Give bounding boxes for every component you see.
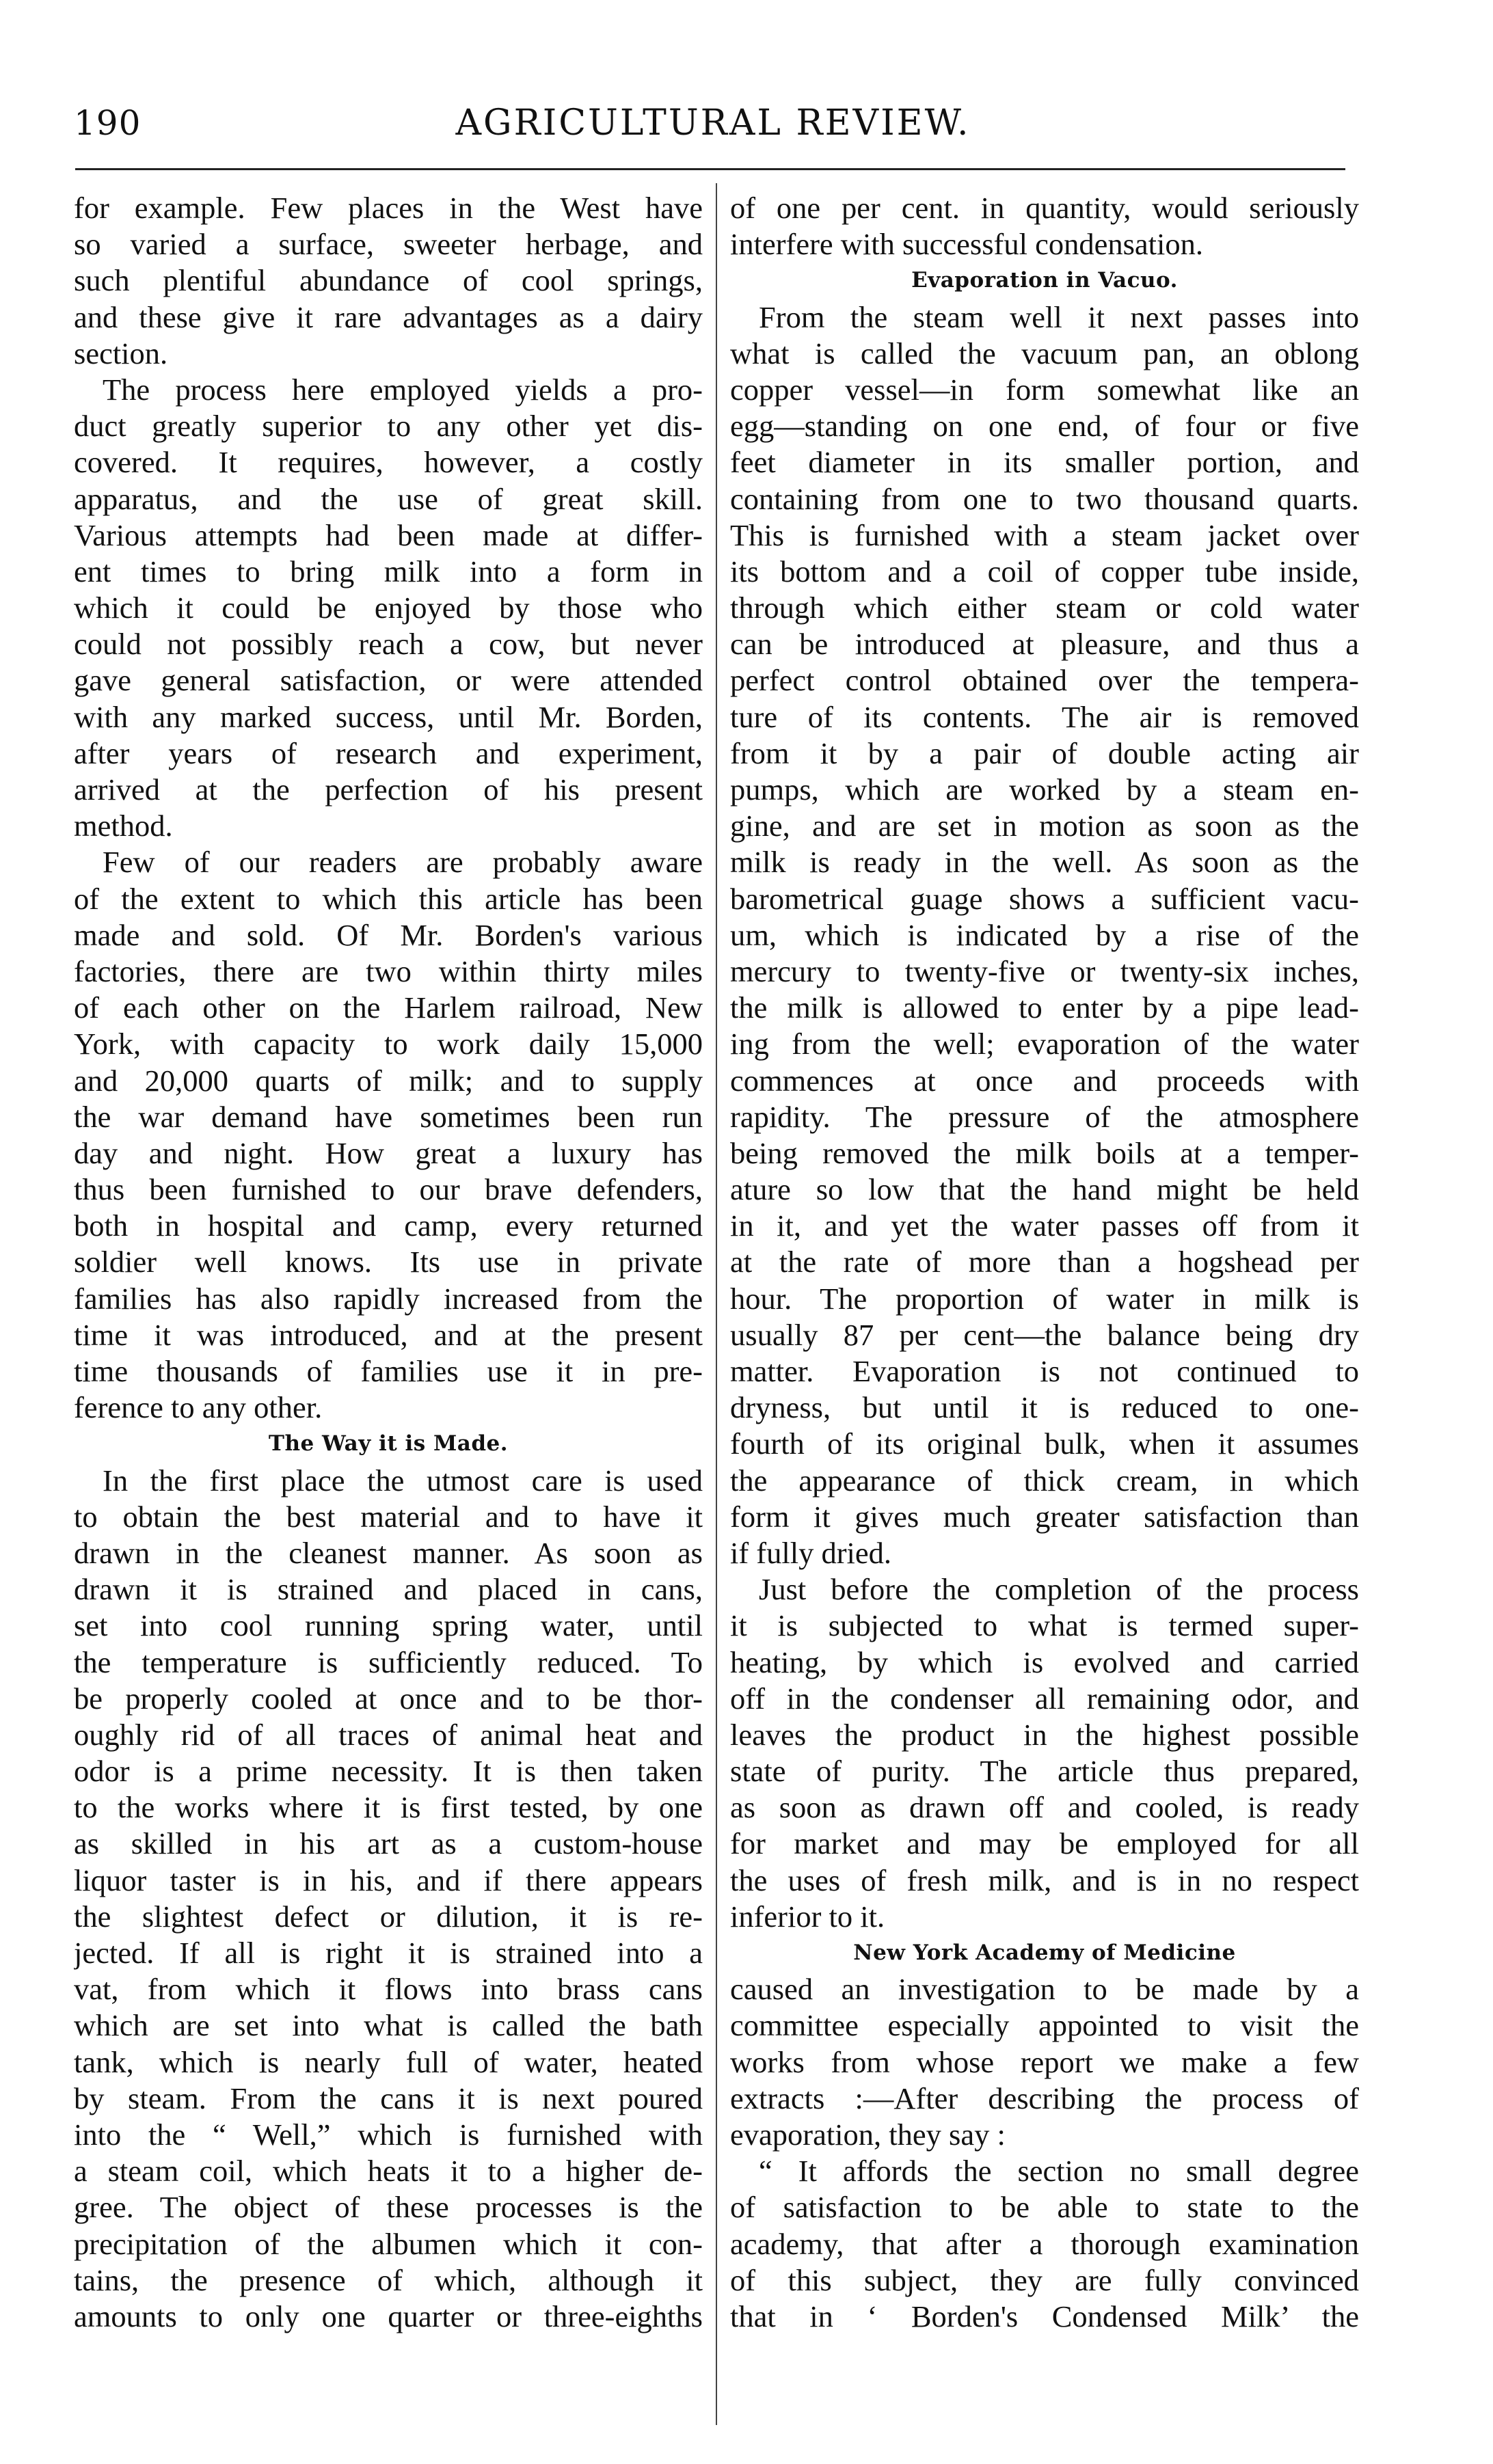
text-line: gave general satisfaction, or were attended (74, 663, 703, 698)
text-line: families has also rapidly increased from the (74, 1281, 703, 1316)
text-line: such plentiful abundance of cool springs, (74, 263, 703, 298)
text-line: amounts to only one quarter or three-eighths (74, 2299, 703, 2333)
text-line: what is called the vacuum pan, an oblong (730, 336, 1359, 370)
text-line: in it, and yet the water passes off from it (730, 1208, 1359, 1243)
text-line: could not possibly reach a cow, but never (74, 627, 703, 662)
left-column (74, 190, 703, 2335)
text-line: usually 87 per cent—the balance being dry (730, 1317, 1359, 1352)
text-line: rapidity. The pressure of the atmosphere (730, 1099, 1359, 1134)
text-line: and these give it rare advantages as a dairy (74, 299, 703, 334)
text-line: committee especially appointed to visit the (730, 2008, 1359, 2043)
text-line: form it gives much greater satisfaction than (730, 1499, 1359, 1534)
text-line: precipitation of the albumen which it con- (74, 2226, 703, 2261)
text-line: a steam coil, which heats it to a higher de- (74, 2154, 703, 2189)
text-line: In the first place the utmost care is used (103, 1463, 703, 1498)
text-line: works from whose report we make a few (730, 2044, 1359, 2079)
text-line: commences at once and proceeds with (730, 1063, 1359, 1098)
text-line: barometrical guage shows a sufficient vacu- (730, 881, 1359, 916)
text-line: tains, the presence of which, although it (74, 2262, 703, 2297)
text-line: ent times to bring milk into a form in (74, 554, 703, 588)
text-line: drawn in the cleanest manner. As soon as (74, 1535, 703, 1570)
text-line: it is subjected to what is termed super- (730, 1608, 1359, 1643)
text-line: This is furnished with a steam jacket over (730, 517, 1359, 552)
text-line: Just before the completion of the process (759, 1572, 1359, 1607)
text-line: to the works where it is first tested, by one (74, 1790, 703, 1825)
text-line: matter. Evaporation is not continued to (730, 1354, 1359, 1388)
text-line: fourth of its original bulk, when it assumes (730, 1426, 1359, 1461)
text-line: of one per cent. in quantity, would seriously (730, 191, 1359, 225)
text-line: duct greatly superior to any other yet dis- (74, 409, 703, 444)
text-line: made and sold. Of Mr. Borden's various (74, 917, 703, 952)
text-line: the appearance of thick cream, in which (730, 1463, 1359, 1498)
text-line: academy, that after a thorough examination (730, 2226, 1359, 2261)
text-line: ference to any other. (74, 1390, 323, 1425)
text-line: for example. Few places in the West have (74, 191, 703, 225)
text-line: inferior to it. (730, 1899, 885, 1934)
text-line: jected. If all is right it is strained into a (74, 1936, 703, 1970)
text-line: of the extent to which this article has been (74, 881, 703, 916)
text-line: the slightest defect or dilution, it is re- (74, 1899, 703, 1934)
page-number: 190 (74, 103, 142, 143)
text-line: section. (74, 336, 168, 370)
text-line: drawn it is strained and placed in cans, (74, 1572, 703, 1607)
text-line: state of purity. The article thus prepared, (730, 1754, 1359, 1789)
text-line: set into cool running spring water, until (74, 1608, 703, 1643)
text-line: the war demand have sometimes been run (74, 1099, 703, 1134)
text-line: its bottom and a coil of copper tube inside, (730, 554, 1359, 588)
text-line: day and night. How great a luxury has (74, 1135, 703, 1170)
text-line: gree. The object of these processes is the (74, 2190, 703, 2225)
text-line: covered. It requires, however, a costly (74, 445, 703, 480)
text-line: which are set into what is called the bath (74, 2008, 703, 2043)
text-line: as soon as drawn off and cooled, is ready (730, 1790, 1359, 1825)
text-line: egg—standing on one end, of four or five (730, 409, 1359, 444)
column-divider (716, 183, 717, 2425)
text-line: apparatus, and the use of great skill. (74, 481, 703, 516)
text-line: if fully dried. (730, 1535, 892, 1570)
text-line: off in the condenser all remaining odor, and (730, 1681, 1359, 1716)
section-heading: The Way it is Made. (268, 1431, 509, 1457)
text-line: leaves the product in the highest possible (730, 1717, 1359, 1752)
text-line: and 20,000 quarts of milk; and to supply (74, 1063, 703, 1098)
text-line: tank, which is nearly full of water, heated (74, 2044, 703, 2079)
text-line: York, with capacity to work daily 15,000 (74, 1027, 703, 1061)
text-line: from it by a pair of double acting air (730, 735, 1359, 770)
text-line: with any marked success, until Mr. Borden, (74, 699, 703, 734)
text-line: to obtain the best material and to have it (74, 1499, 703, 1534)
text-line: which it could be enjoyed by those who (74, 591, 703, 625)
text-line: at the rate of more than a hogshead per (730, 1245, 1359, 1280)
text-line: through which either steam or cold water (730, 591, 1359, 625)
text-line: Few of our readers are probably aware (103, 845, 703, 880)
text-line: as skilled in his art as a custom-house (74, 1826, 703, 1861)
text-line: gine, and are set in motion as soon as the (730, 809, 1359, 843)
text-line: interfere with successful condensation. (730, 227, 1203, 262)
text-line: the milk is allowed to enter by a pipe lead- (730, 990, 1359, 1025)
text-line: liquor taster is in his, and if there appears (74, 1863, 703, 1897)
text-line: containing from one to two thousand quarts. (730, 481, 1359, 516)
text-line: ature so low that the hand might be held (730, 1172, 1359, 1207)
text-line: so varied a surface, sweeter herbage, and (74, 227, 703, 262)
text-line: From the steam well it next passes into (759, 299, 1359, 334)
running-head (74, 96, 1352, 150)
text-line: soldier well knows. Its use in private (74, 1245, 703, 1280)
text-line: be properly cooled at once and to be thor- (74, 1681, 703, 1716)
text-line: factories, there are two within thirty miles (74, 953, 703, 988)
text-line: feet diameter in its smaller portion, and (730, 445, 1359, 480)
text-line: evaporation, they say : (730, 2117, 1006, 2152)
right-column (730, 190, 1359, 2335)
text-line: for market and may be employed for all (730, 1826, 1359, 1861)
text-line: thus been furnished to our brave defenders, (74, 1172, 703, 1207)
text-line: The process here employed yields a pro- (103, 372, 703, 407)
text-line: after years of research and experiment, (74, 735, 703, 770)
text-line: hour. The proportion of water in milk is (730, 1281, 1359, 1316)
text-line: that in ‘ Borden's Condensed Milk’ the (730, 2299, 1359, 2333)
text-line: arrived at the perfection of his present (74, 772, 703, 807)
text-line: pumps, which are worked by a steam en- (730, 772, 1359, 807)
text-line: Various attempts had been made at differ- (74, 517, 703, 552)
text-line: the uses of fresh milk, and is in no respect (730, 1863, 1359, 1897)
text-line: of each other on the Harlem railroad, New (74, 990, 703, 1025)
text-line: mercury to twenty-five or twenty-six inches, (730, 953, 1359, 988)
text-line: method. (74, 809, 173, 843)
text-line: the temperature is sufficiently reduced. To (74, 1644, 703, 1679)
text-line: “ It affords the section no small degree (759, 2154, 1359, 2189)
text-line: oughly rid of all traces of animal heat and (74, 1717, 703, 1752)
text-line: time it was introduced, and at the present (74, 1317, 703, 1352)
text-line: odor is a prime necessity. It is then taken (74, 1754, 703, 1789)
text-line: copper vessel—in form somewhat like an (730, 372, 1359, 407)
text-line: extracts :—After describing the process of (730, 2081, 1359, 2115)
text-line: can be introduced at pleasure, and thus a (730, 627, 1359, 662)
text-line: heating, by which is evolved and carried (730, 1644, 1359, 1679)
text-line: by steam. From the cans it is next poured (74, 2081, 703, 2115)
section-heading: New York Academy of Medicine (853, 1940, 1236, 1965)
text-line: of this subject, they are fully convinced (730, 2262, 1359, 2297)
text-line: caused an investigation to be made by a (730, 1972, 1359, 2007)
text-line: ing from the well; evaporation of the water (730, 1027, 1359, 1061)
text-line: being removed the milk boils at a temper- (730, 1135, 1359, 1170)
text-line: into the “ Well,” which is furnished with (74, 2117, 703, 2152)
header-rule (75, 168, 1345, 170)
text-line: vat, from which it flows into brass cans (74, 1972, 703, 2007)
text-line: milk is ready in the well. As soon as the (730, 845, 1359, 880)
text-line: ture of its contents. The air is removed (730, 699, 1359, 734)
text-line: both in hospital and camp, every returned (74, 1208, 703, 1243)
section-heading: Evaporation in Vacuo. (911, 268, 1178, 293)
text-line: of satisfaction to be able to state to the (730, 2190, 1359, 2225)
text-line: um, which is indicated by a rise of the (730, 917, 1359, 952)
journal-title: AGRICULTURAL REVIEW. (455, 103, 971, 144)
text-line: dryness, but until it is reduced to one- (730, 1390, 1359, 1425)
text-line: time thousands of families use it in pre- (74, 1354, 703, 1388)
text-line: perfect control obtained over the tempera- (730, 663, 1359, 698)
